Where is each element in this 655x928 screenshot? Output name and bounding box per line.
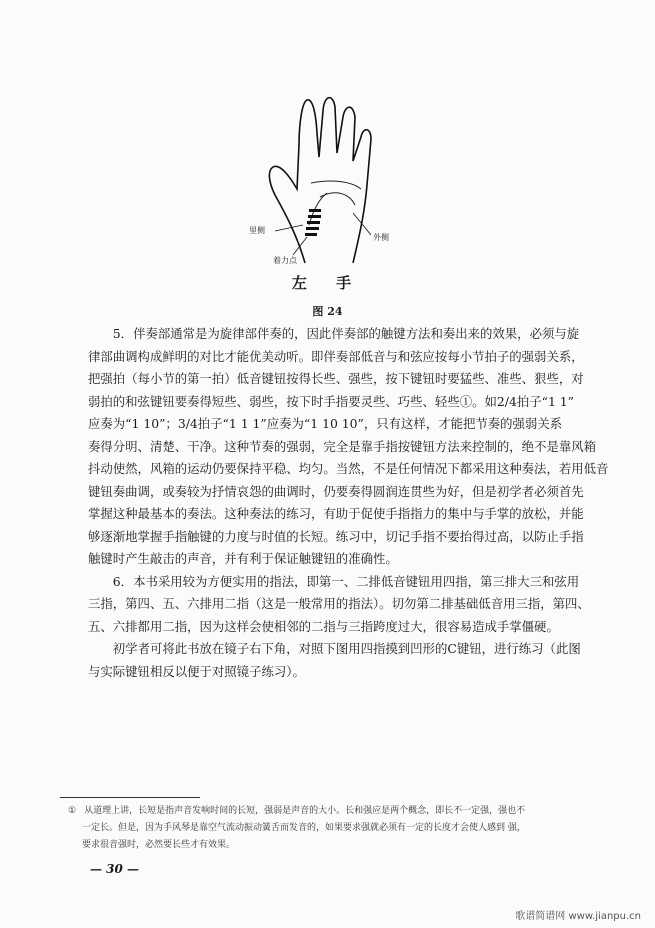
text-line: 三指，第四、五、六排用二指（这是一般常用的指法）。切勿第二排基础低音用三指，第四、 xyxy=(88,596,590,611)
text-line: 把强拍（每小节的第一拍）低音键钮按得长些、强些，按下键钮时要猛些、准些、狠些，对 xyxy=(88,371,584,386)
text-line: 五、六排都用二指，因为这样会使相邻的二指与三指跨度过大，很容易造成手掌僵硬。 xyxy=(88,618,559,634)
figure-number: 图 24 xyxy=(312,305,343,318)
outer-side-label: 外侧 xyxy=(373,233,389,242)
footnote xyxy=(68,803,608,854)
text-line: 够逐渐地掌握手指触键的力度与时值的长短。练习中，切记手指不要抬得过高，以防止手指 xyxy=(88,528,584,544)
footnote-marker: ① xyxy=(68,806,77,816)
text-line: 应奏为“1 10”；3/4拍子“1 1 1”应奏为“1 10 10”，只有这样，才能把节奏的强弱关系 xyxy=(88,416,563,431)
inner-side-label: 里侧 xyxy=(249,226,265,235)
left-hand-figure xyxy=(245,85,415,285)
force-point-label: 着力点 xyxy=(273,256,297,265)
body-text xyxy=(88,323,608,683)
footnote-line: 一定长。但是，因为手风琴是靠空气流动振动簧舌而发音的，如果要求强就必须有一定的长度才会使人感到 强， xyxy=(82,823,526,833)
footnote-line: 要求很音强时，必然要长些才有效果。 xyxy=(82,840,236,850)
paragraph-5 xyxy=(88,323,608,571)
text-line: 奏得分明、清楚、干净。这种节奏的强弱，完全是靠手指按键钮方法来控制的，绝不是靠风箱 xyxy=(88,438,597,454)
paragraph-6 xyxy=(88,571,608,639)
text-line: 初学者可将此书放在镜子右下角，对照下图用四指摸到凹形的C键钮，进行练习（此图 xyxy=(112,641,581,656)
text-line: 与实际键钮相反以便于对照镜子练习）。 xyxy=(88,663,305,679)
footnote-line: 从道理上讲，长短是指声音发响时间的长短，强弱是声音的大小。长和强应是两个概念，即长不一定强，强也不 xyxy=(84,806,526,816)
figure-title: 左 手 xyxy=(291,274,364,292)
text-line: 律部曲调构成鲜明的对比才能优美动听。即伴奏部低音与和弦应按每小节拍子的强弱关系， xyxy=(88,348,584,364)
watermark: 歌谱简谱网 www.jianpu.cn xyxy=(515,911,641,922)
text-line: 6．本书采用较为方便实用的指法，即第一、二排低音键钮用四指，第三排大三和弦用 xyxy=(112,573,580,589)
page-number: — 30 — xyxy=(90,862,140,876)
paragraph-mirror xyxy=(88,638,608,683)
text-line: 5．伴奏部通常是为旋律部伴奏的，因此伴奏部的触键方法和奏出来的效果，必须与旋 xyxy=(112,326,580,341)
text-line: 抖动使然，风箱的运动仍要保持平稳、均匀。当然，不是任何情况下都采用这种奏法，若用低音 xyxy=(88,461,608,476)
text-line: 掌握这种最基本的奏法。这种奏法的练习，有助于促使手指指力的集中与手掌的放松，并能 xyxy=(88,506,584,521)
footnote-divider xyxy=(60,797,200,798)
text-line: 触键时产生敲击的声音，并有利于保证触键钮的准确性。 xyxy=(88,551,398,566)
text-line: 键钮奏曲调，或奏较为抒情哀怨的曲调时，仍要奏得圆润连贯些为好，但是初学者必须首先 xyxy=(88,483,584,499)
text-line: 弱拍的和弦键钮要奏得短些、弱些，按下时手指要灵些、巧些、轻些①。如2/4拍子“1 1” xyxy=(88,393,574,409)
